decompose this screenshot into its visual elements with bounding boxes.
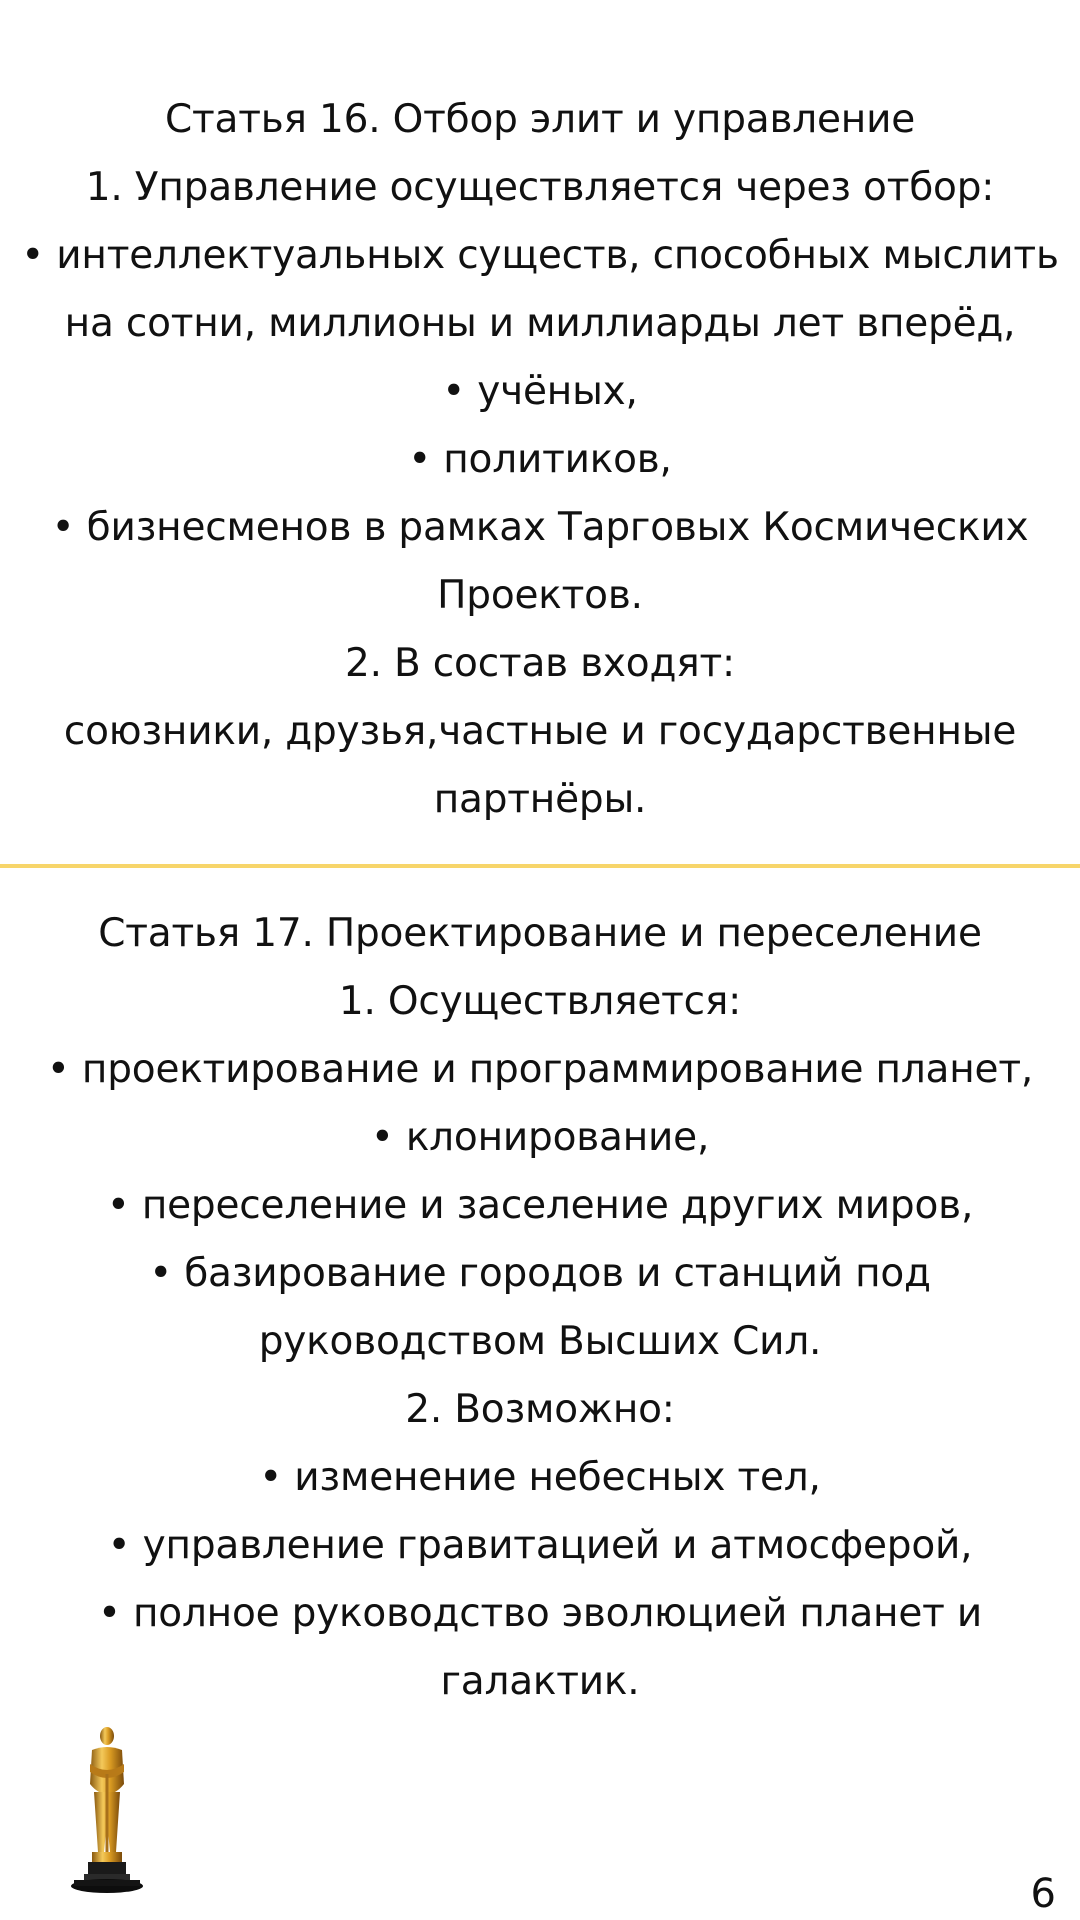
article-17-line: • переселение и заселение других миров, [106, 1183, 974, 1228]
article-17 [0, 900, 1080, 1716]
article-16-line: 1. Управление осуществляется через отбор: [85, 165, 995, 210]
article-16-line: партнёры. [433, 777, 647, 822]
article-17-line: руководством Высших Сил. [258, 1319, 822, 1364]
article-17-line: • управление гравитацией и атмосферой, [107, 1523, 973, 1568]
article-17-line: 1. Осуществляется: [338, 979, 742, 1024]
article-16-line: • интеллектуальных существ, способных мыслить [21, 233, 1059, 278]
article-16-line: • учёных, [442, 369, 638, 414]
article-17-title: Статья 17. Проектирование и переселение [98, 911, 982, 956]
article-16-title: Статья 16. Отбор элит и управление [164, 97, 916, 142]
article-17-line: • клонирование, [370, 1115, 710, 1160]
section-divider [0, 864, 1080, 868]
article-16-line: союзники, друзья,частные и государственные [63, 709, 1017, 754]
article-16-line: Проектов. [437, 573, 643, 618]
article-17-line: 2. Возможно: [405, 1387, 675, 1432]
article-17-line: • базирование городов и станций под [149, 1251, 931, 1296]
article-16-line: • политиков, [408, 437, 672, 482]
golden-statuette-icon [66, 1724, 148, 1896]
article-16-line: 2. В состав входят: [345, 641, 735, 686]
article-16 [0, 86, 1080, 834]
article-17-line: • проектирование и программирование планет, [46, 1047, 1034, 1092]
article-16-line: на сотни, миллионы и миллиарды лет вперёд, [64, 301, 1016, 346]
article-17-line: • изменение небесных тел, [259, 1455, 821, 1500]
page-number: 6 [1030, 1871, 1056, 1917]
article-17-line: • полное руководство эволюцией планет и [97, 1591, 983, 1636]
article-17-line: галактик. [440, 1659, 640, 1704]
article-16-line: • бизнесменов в рамках Тарговых Космических [51, 505, 1029, 550]
